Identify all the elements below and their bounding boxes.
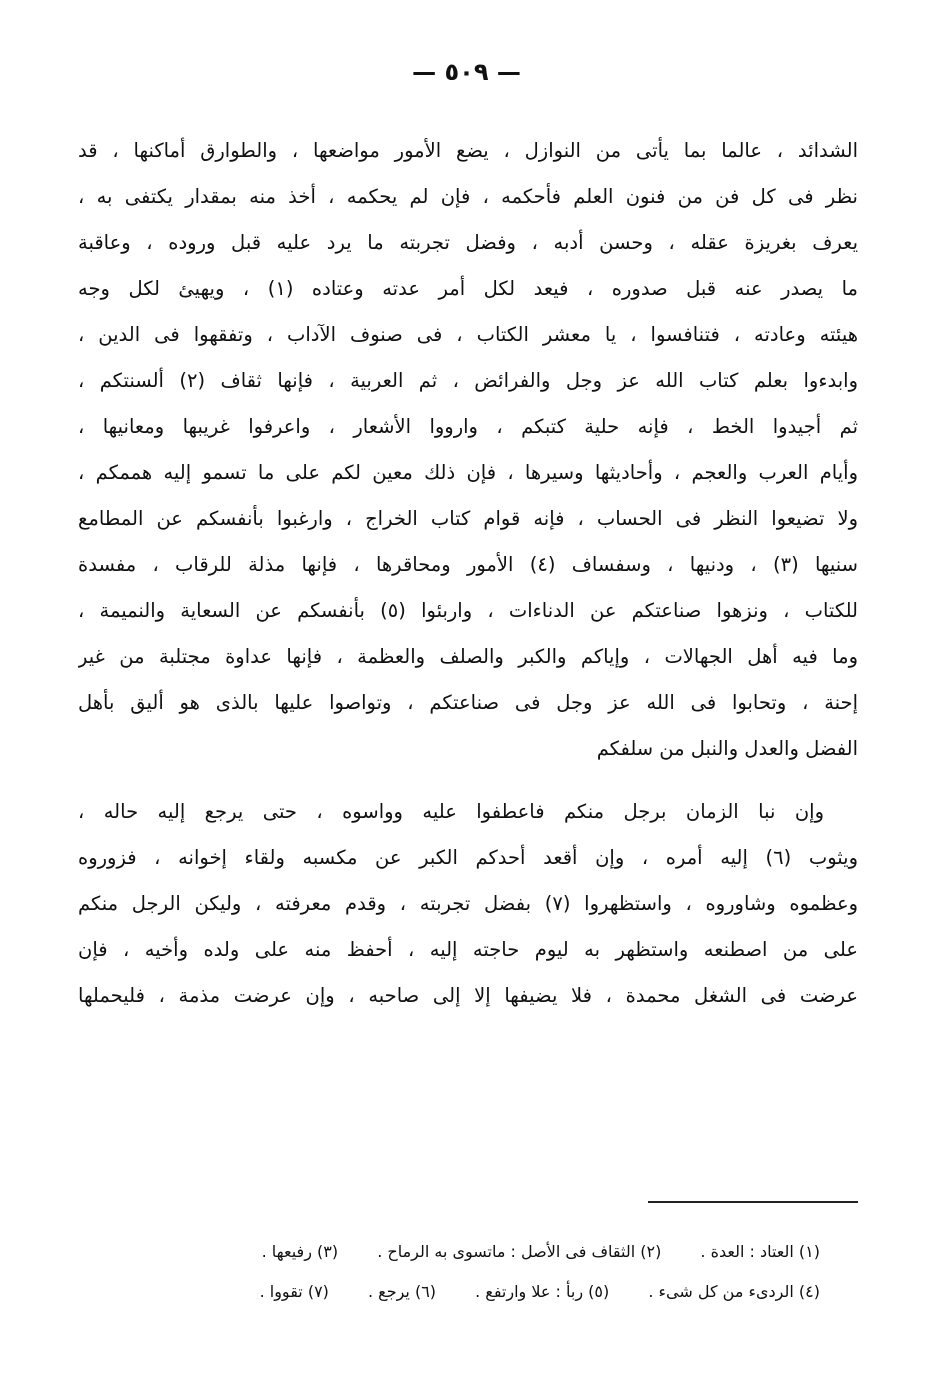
text-line: الشدائد ، عالما بما يأتى من النوازل ، يضع الأمور مواضعها ، والطوارق أماكنها ، قد xyxy=(78,139,858,162)
text-line: وعظموه وشاوروه ، واستظهروا (٧) بفضل تجربته ، وقدم معرفته ، وليكن الرجل منكم xyxy=(78,892,858,915)
text-line: هيئته وعادته ، فتنافسوا ، يا معشر الكتاب ، فى صنوف الآداب ، وتفقهوا فى الدين ، xyxy=(78,323,858,346)
footnote: (٤) الردىء من كل شىء . xyxy=(648,1282,820,1301)
text-line: عرضت فى الشغل محمدة ، فلا يضيفها إلا إلى صاحبه ، وإن عرضت مذمة ، فليحملها xyxy=(78,984,858,1007)
text-line: وما فيه أهل الجهالات ، وإياكم والكبر والصلف والعظمة ، فإنها عداوة مجتلبة من غير xyxy=(78,645,858,668)
text-line: الفضل والعدل والنبل من سلفكم xyxy=(596,737,858,760)
text-line: ويثوب (٦) إليه أمره ، وإن أقعد أحدكم الكبر عن مكسبه ولقاء إخوانه ، فزوروه xyxy=(78,846,858,869)
text-line: إحنة ، وتحابوا فى الله عز وجل فى صناعتكم ، وتواصوا عليها بالذى هو أليق بأهل xyxy=(78,691,858,714)
text-line: يعرف بغريزة عقله ، وحسن أدبه ، وفضل تجربته ما يرد عليه قبل وروده ، وعاقبة xyxy=(78,231,858,254)
main-text xyxy=(78,128,858,1019)
footnote: (٣) رفيعها . xyxy=(261,1242,339,1261)
text-line: ولا تضيعوا النظر فى الحساب ، فإنه قوام كتاب الخراج ، وارغبوا بأنفسكم عن المطامع xyxy=(78,507,858,530)
text-line: للكتاب ، ونزهوا صناعتكم عن الدناءات ، واربئوا (٥) بأنفسكم عن السعاية والنميمة ، xyxy=(78,599,858,622)
footnotes xyxy=(120,1232,820,1312)
page-number: — ٥٠٩ — xyxy=(412,58,521,86)
footnote-line xyxy=(120,1232,820,1272)
footnote: (٦) يرجع . xyxy=(368,1282,437,1301)
text-line: ثم أجيدوا الخط ، فإنه حلية كتبكم ، وارووا الأشعار ، واعرفوا غريبها ومعانيها ، xyxy=(78,415,858,438)
paragraph-gap xyxy=(78,772,858,789)
text-line: ما يصدر عنه قبل صدوره ، فيعد لكل أمر عدته وعتاده (١) ، ويهيئ لكل وجه xyxy=(78,277,858,300)
footnote-line xyxy=(120,1272,820,1312)
text-line: وأيام العرب والعجم ، وأحاديثها وسيرها ، فإن ذلك معين لكم على ما تسمو إليه هممكم ، xyxy=(78,461,858,484)
text-line: على من اصطنعه واستظهر به ليوم حاجته إليه ، أحفظ منه على ولده وأخيه ، فإن xyxy=(78,938,858,961)
footnote: (١) العتاد : العدة . xyxy=(700,1242,820,1261)
text-line: وإن نبا الزمان برجل منكم فاعطفوا عليه وواسوه ، حتى يرجع إليه حاله ، xyxy=(78,800,824,823)
footnote-separator xyxy=(648,1201,858,1203)
text-line: وابدءوا بعلم كتاب الله عز وجل والفرائض ، ثم العربية ، فإنها ثقاف (٢) ألسنتكم ، xyxy=(78,369,858,392)
footnote: (٥) ربأ : علا وارتفع . xyxy=(475,1282,610,1301)
footnote: (٧) تقووا . xyxy=(259,1282,329,1301)
footnote: (٢) الثقاف فى الأصل : ماتسوى به الرماح . xyxy=(377,1242,662,1261)
text-line: سنيها (٣) ، ودنيها ، وسفساف (٤) الأمور ومحاقرها ، فإنها مذلة للرقاب ، مفسدة xyxy=(78,553,858,576)
text-line: نظر فى كل فن من فنون العلم فأحكمه ، فإن لم يحكمه ، أخذ منه بمقدار يكتفى به ، xyxy=(78,185,858,208)
